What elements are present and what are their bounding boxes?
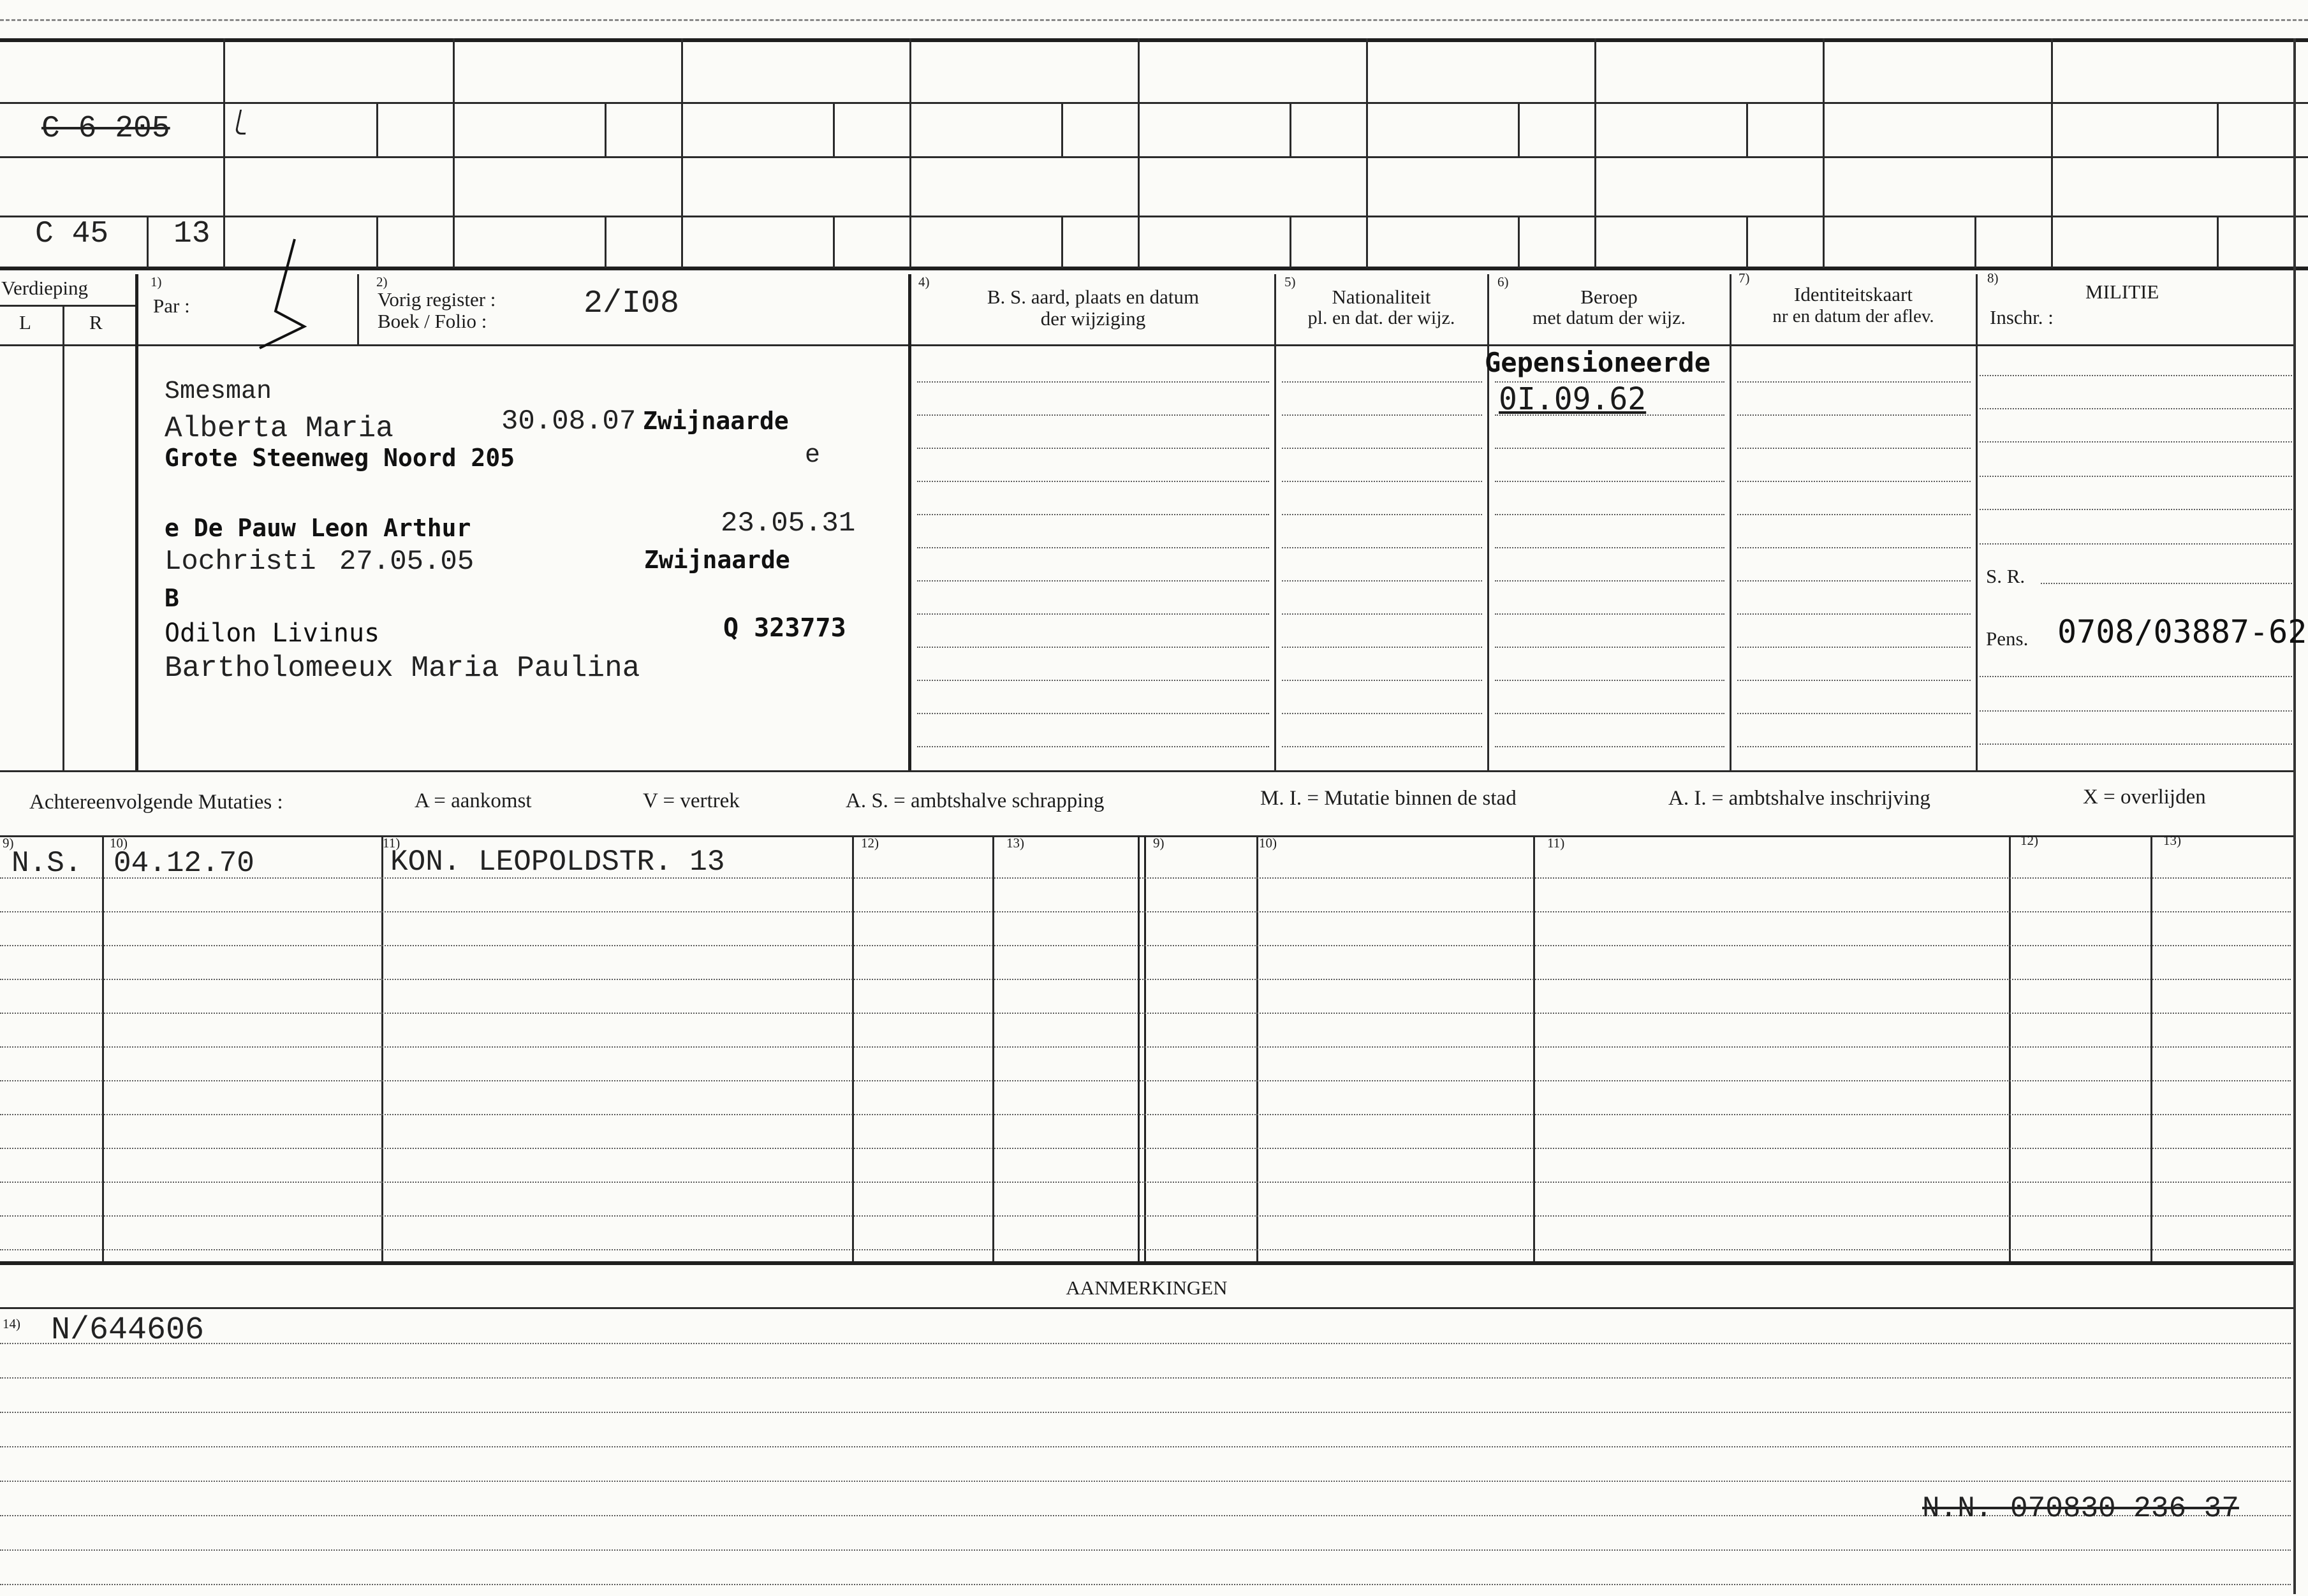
- mutations-bottom-line: [0, 1261, 2293, 1265]
- remarks-dotted-row: [0, 1549, 2291, 1551]
- remarks-dotted-row: [0, 1446, 2291, 1447]
- top-grid-col: [223, 38, 225, 268]
- dotted-row: [1737, 680, 1971, 681]
- vorig-register-label: Vorig register :: [378, 288, 496, 311]
- top-grid-subcol: [1518, 216, 1520, 268]
- dotted-row: [1495, 448, 1724, 449]
- dotted-row: [917, 580, 1269, 582]
- r-label: R: [89, 311, 103, 333]
- militie-dotted-row: [1980, 743, 2292, 745]
- top-grid-subcol: [376, 216, 378, 268]
- dotted-row: [1282, 713, 1482, 714]
- mut-dotted-row: [0, 1148, 2291, 1149]
- col7-number: 7): [1738, 270, 1750, 286]
- header-col: [357, 274, 359, 344]
- top-grid-line: [0, 267, 2308, 270]
- top-grid-subcol: [605, 102, 606, 156]
- header-col: [135, 274, 138, 770]
- col6-number: 6): [1497, 274, 1509, 289]
- mut-col-double: [1144, 835, 1146, 1261]
- col7-heading-line1: Identiteitskaart: [1794, 283, 1913, 305]
- col7-heading-line2: nr en datum der aflev.: [1772, 306, 1934, 326]
- mut-col-num: 11): [1547, 835, 1565, 851]
- top-edge-line: [0, 19, 2308, 21]
- person-line-5-date: 27.05.05: [339, 546, 474, 578]
- mut-dotted-row: [0, 1249, 2291, 1250]
- remarks-dotted-row: [0, 1377, 2291, 1379]
- remarks-value: N/644606: [51, 1312, 205, 1349]
- mutation-address: KON. LEOPOLDSTR. 13: [390, 846, 725, 879]
- militie-dotted-row: [1980, 408, 2292, 409]
- top-grid-line: [0, 156, 2308, 158]
- militie-dotted-row: [1980, 509, 2292, 510]
- person-line-4-date: 23.05.31: [721, 508, 856, 539]
- person-line-2-name: Alberta Maria: [165, 412, 393, 445]
- top-grid-subcol: [2217, 102, 2219, 156]
- militie-dotted-row: [1980, 441, 2292, 443]
- mut-col-num: 11): [383, 835, 401, 851]
- remarks-dotted-row: [0, 1481, 2291, 1482]
- dotted-row: [1737, 414, 1971, 416]
- right-edge: [2293, 38, 2296, 1594]
- top-grid-line: [0, 216, 2308, 217]
- remarks-top-line: [0, 1307, 2293, 1309]
- militie-label: MILITIE: [2085, 281, 2159, 303]
- boek-folio-label: Boek / Folio :: [378, 310, 487, 332]
- mut-col-num: 10): [1259, 835, 1277, 851]
- beroep-date: 0I.09.62: [1499, 381, 1647, 417]
- col5-number: 5): [1284, 274, 1296, 289]
- header-col: [908, 274, 911, 770]
- verdieping-label: Verdieping: [1, 277, 89, 299]
- person-line-7-code: Q 323773: [723, 613, 846, 643]
- dotted-row: [1737, 547, 1971, 548]
- top-grid-subcol: [1061, 216, 1063, 268]
- top-grid-col: [909, 38, 911, 268]
- legend-a: A = aankomst: [415, 789, 532, 812]
- dotted-row: [1282, 580, 1482, 582]
- col4-heading-line1: B. S. aard, plaats en datum: [987, 286, 1200, 308]
- mut-col: [2009, 835, 2011, 1261]
- dotted-row: [917, 381, 1269, 383]
- dotted-row: [1737, 514, 1971, 515]
- top-grid-subcol: [833, 216, 835, 268]
- militie-dotted-row: [1980, 375, 2292, 376]
- sr-dotted-field: [2041, 583, 2292, 584]
- remarks-title: AANMERKINGEN: [1066, 1277, 1228, 1299]
- dotted-row: [1282, 647, 1482, 648]
- header-col: [1274, 274, 1276, 770]
- person-line-1: Smesman: [165, 377, 272, 406]
- top-grid-subcol: [147, 216, 149, 268]
- dotted-row: [1282, 481, 1482, 482]
- mut-col: [102, 835, 104, 1261]
- legend-v: V = vertrek: [643, 789, 740, 812]
- dotted-row: [1495, 746, 1724, 747]
- dotted-row: [1737, 647, 1971, 648]
- dotted-row: [1282, 547, 1482, 548]
- mut-dotted-row: [0, 979, 2291, 980]
- dotted-row: [1495, 613, 1724, 615]
- mut-col: [852, 835, 854, 1261]
- mut-col-num: 12): [861, 835, 879, 851]
- dotted-row: [1737, 713, 1971, 714]
- person-line-3-e: e: [805, 441, 821, 470]
- mut-col: [1533, 835, 1535, 1261]
- dotted-row: [1737, 613, 1971, 615]
- dotted-row: [1737, 746, 1971, 747]
- dotted-row: [1495, 647, 1724, 648]
- dotted-row: [1495, 547, 1724, 548]
- col4-heading-line2: der wijziging: [1040, 307, 1146, 330]
- dotted-row: [1737, 580, 1971, 582]
- mut-dotted-row: [0, 945, 2291, 946]
- top-grid-col: [1138, 38, 1140, 268]
- top-grid-subcol: [605, 216, 606, 268]
- top-grid-col: [453, 38, 455, 268]
- dotted-row: [1282, 514, 1482, 515]
- top-grid-col: [1823, 38, 1825, 268]
- mut-col-num: 12): [2020, 833, 2038, 848]
- dotted-row: [1495, 680, 1724, 681]
- legend-as: A. S. = ambtshalve schrapping: [846, 789, 1105, 812]
- dotted-row: [917, 613, 1269, 615]
- number-value: 13: [173, 217, 210, 251]
- mut-dotted-row: [0, 1182, 2291, 1183]
- col2-number: 2): [376, 274, 388, 289]
- dotted-row: [1282, 680, 1482, 681]
- mut-col-num: 9): [1153, 835, 1165, 851]
- dotted-row: [1495, 580, 1724, 582]
- mut-col: [1256, 835, 1258, 1261]
- dotted-row: [917, 514, 1269, 515]
- par-label: Par :: [153, 295, 190, 317]
- top-grid-line: [0, 38, 2308, 42]
- vorig-register-value: 2/I08: [584, 286, 680, 322]
- sr-label: S. R.: [1986, 565, 2025, 587]
- dotted-row: [1282, 414, 1482, 416]
- legend-mi: M. I. = Mutatie binnen de stad: [1260, 787, 1517, 810]
- person-line-2-date: 30.08.07: [501, 406, 636, 437]
- mut-dotted-row: [0, 911, 2291, 912]
- top-grid-subcol: [1746, 216, 1748, 268]
- top-grid-subcol: [1290, 102, 1291, 156]
- top-grid-subcol: [1061, 102, 1063, 156]
- struck-code-hook: [235, 110, 251, 135]
- remarks-dotted-row: [0, 1584, 2291, 1585]
- dotted-row: [1495, 481, 1724, 482]
- pens-value: 0708/03887-62: [2057, 613, 2307, 650]
- col6-heading-line1: Beroep: [1580, 286, 1638, 308]
- militie-dotted-row: [1980, 476, 2292, 477]
- header-col: [1976, 274, 1978, 770]
- col8-number: 8): [1987, 270, 1999, 286]
- dotted-row: [1282, 746, 1482, 747]
- top-grid-line: [0, 102, 2308, 104]
- col4-number: 4): [918, 274, 930, 289]
- mut-dotted-row: [0, 1114, 2291, 1115]
- dotted-row: [1282, 448, 1482, 449]
- top-grid-subcol: [1290, 216, 1291, 268]
- top-grid-subcol: [1518, 102, 1520, 156]
- person-line-5-place2: Zwijnaarde: [644, 546, 790, 574]
- mut-dotted-row: [0, 877, 2291, 879]
- dotted-row: [917, 448, 1269, 449]
- legend-ai: A. I. = ambtshalve inschrijving: [1668, 787, 1930, 810]
- legend-x: X = overlijden: [2083, 786, 2206, 809]
- top-grid-col: [1366, 38, 1368, 268]
- code-value: C 45: [35, 217, 109, 251]
- pens-label: Pens.: [1986, 627, 2029, 650]
- dotted-row: [917, 481, 1269, 482]
- mut-col-num: 9): [3, 835, 14, 851]
- dotted-row: [917, 647, 1269, 648]
- remarks-dotted-row: [0, 1412, 2291, 1413]
- beroep-value: Gepensioneerde: [1485, 347, 1711, 378]
- dotted-row: [917, 414, 1269, 416]
- militie-dotted-row: [1980, 543, 2292, 545]
- dotted-row: [1495, 713, 1724, 714]
- top-grid-subcol: [833, 102, 835, 156]
- dotted-row: [1282, 613, 1482, 615]
- top-grid-subcol: [376, 102, 378, 156]
- legend-title: Achtereenvolgende Mutaties :: [29, 791, 283, 814]
- remarks-dotted-row: [0, 1343, 2291, 1344]
- dotted-row: [917, 713, 1269, 714]
- mut-col: [992, 835, 994, 1261]
- col1-number: 1): [151, 274, 162, 289]
- col6-heading-line2: met datum der wijz.: [1533, 307, 1686, 328]
- mut-dotted-row: [0, 1013, 2291, 1014]
- top-grid-col: [681, 38, 683, 268]
- person-line-5-place: Lochristi: [165, 546, 316, 578]
- header-col: [62, 305, 64, 770]
- mutation-code: N.S.: [11, 847, 82, 880]
- mutation-date: 04.12.70: [114, 847, 254, 880]
- militie-dotted-row: [1980, 710, 2292, 712]
- person-line-3: Grote Steenweg Noord 205: [165, 444, 515, 472]
- dotted-row: [1282, 381, 1482, 383]
- mut-col-num: 13): [1006, 835, 1024, 851]
- header-bottom-line: [0, 344, 2293, 346]
- header-col: [1730, 274, 1731, 770]
- dotted-row: [917, 746, 1269, 747]
- top-grid-col: [2051, 38, 2053, 268]
- mut-col-double: [1138, 835, 1140, 1261]
- dotted-row: [1495, 514, 1724, 515]
- top-grid-subcol: [1974, 216, 1976, 268]
- top-grid-subcol: [1746, 102, 1748, 156]
- top-grid-subcol: [2217, 216, 2219, 268]
- nn-number: N.N. 070830 236 37: [1922, 1492, 2239, 1525]
- dotted-row: [1737, 448, 1971, 449]
- mutations-top-line: [0, 835, 2293, 837]
- top-grid-col: [1594, 38, 1596, 268]
- person-line-4-name: e De Pauw Leon Arthur: [165, 514, 471, 542]
- dotted-row: [917, 547, 1269, 548]
- remarks-number: 14): [3, 1316, 20, 1331]
- person-line-7-name: Odilon Livinus: [165, 619, 380, 648]
- legend-top-line: [0, 770, 2293, 772]
- dotted-row: [1737, 381, 1971, 383]
- mut-col-num: 13): [2163, 833, 2181, 848]
- mut-col: [381, 835, 383, 1261]
- dotted-row: [917, 680, 1269, 681]
- mut-dotted-row: [0, 1080, 2291, 1081]
- struck-code: C 6 205: [41, 112, 170, 146]
- col5-heading-line2: pl. en dat. der wijz.: [1307, 307, 1455, 328]
- col5-heading-line1: Nationaliteit: [1332, 286, 1431, 308]
- person-line-2-place: Zwijnaarde: [643, 407, 789, 435]
- militie-dotted-row: [1980, 676, 2292, 677]
- mut-col: [2150, 835, 2152, 1261]
- person-line-6: B: [165, 584, 179, 612]
- dotted-row: [1737, 481, 1971, 482]
- person-line-8: Bartholomeeux Maria Paulina: [165, 652, 640, 685]
- mut-col-num: 10): [110, 835, 128, 851]
- verdieping-divider: [0, 305, 135, 307]
- par-handwritten-mark: [250, 236, 307, 351]
- mut-dotted-row: [0, 1046, 2291, 1048]
- l-label: L: [19, 311, 31, 333]
- inschr-label: Inschr. :: [1990, 306, 2054, 328]
- mut-dotted-row: [0, 1215, 2291, 1217]
